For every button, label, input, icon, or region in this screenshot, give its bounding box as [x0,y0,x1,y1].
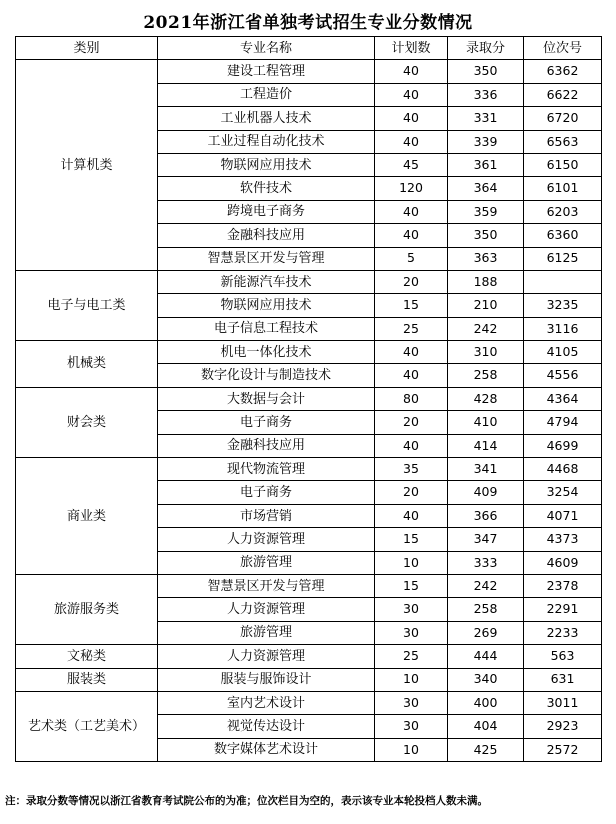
rank-cell: 6125 [524,247,602,270]
rank-cell: 3235 [524,294,602,317]
category-cell: 电子与电工类 [16,270,158,340]
table-row [16,668,602,691]
rank-cell: 6203 [524,200,602,223]
score-cell: 339 [448,130,524,153]
major-cell: 人力资源管理 [158,645,375,668]
header-row [16,37,602,60]
table-row [16,574,602,597]
rank-cell: 4699 [524,434,602,457]
rank-cell: 4071 [524,504,602,527]
table-header [16,37,602,60]
rank-cell: 2572 [524,738,602,761]
score-cell: 347 [448,528,524,551]
page-title: 2021年浙江省单独考试招生专业分数情况 [143,13,473,33]
rank-cell: 6101 [524,177,602,200]
rank-cell: 6622 [524,83,602,106]
category-cell: 商业类 [16,458,158,575]
category-cell: 旅游服务类 [16,574,158,644]
score-cell: 350 [448,60,524,83]
column-header-score: 录取分 [448,37,524,60]
score-cell: 364 [448,177,524,200]
table-row [16,645,602,668]
plan-cell: 10 [375,668,448,691]
major-cell: 物联网应用技术 [158,294,375,317]
rank-cell: 4373 [524,528,602,551]
score-cell: 361 [448,153,524,176]
plan-cell: 15 [375,528,448,551]
rank-cell: 6362 [524,60,602,83]
rank-cell: 4609 [524,551,602,574]
major-cell: 服装与服饰设计 [158,668,375,691]
rank-cell: 3116 [524,317,602,340]
rank-cell: 4556 [524,364,602,387]
rank-cell: 6360 [524,224,602,247]
score-cell: 310 [448,341,524,364]
plan-cell: 10 [375,551,448,574]
score-cell: 410 [448,411,524,434]
major-cell: 数字媒体艺术设计 [158,738,375,761]
score-cell: 331 [448,107,524,130]
major-cell: 数字化设计与制造技术 [158,364,375,387]
plan-cell: 40 [375,364,448,387]
plan-cell: 45 [375,153,448,176]
major-cell: 电子信息工程技术 [158,317,375,340]
major-cell: 旅游管理 [158,621,375,644]
plan-cell: 40 [375,83,448,106]
plan-cell: 35 [375,458,448,481]
major-cell: 新能源汽车技术 [158,270,375,293]
major-cell: 市场营销 [158,504,375,527]
table-body [16,60,602,762]
score-cell: 359 [448,200,524,223]
rank-cell: 6720 [524,107,602,130]
table-row [16,60,602,83]
table-row [16,691,602,714]
plan-cell: 40 [375,60,448,83]
major-cell: 室内艺术设计 [158,691,375,714]
score-cell: 341 [448,458,524,481]
score-cell: 409 [448,481,524,504]
score-cell: 258 [448,364,524,387]
score-cell: 340 [448,668,524,691]
score-cell: 428 [448,387,524,410]
major-cell: 旅游管理 [158,551,375,574]
score-cell: 333 [448,551,524,574]
major-cell: 金融科技应用 [158,224,375,247]
score-cell: 350 [448,224,524,247]
major-cell: 机电一体化技术 [158,341,375,364]
column-header-rank: 位次号 [524,37,602,60]
major-cell: 工业机器人技术 [158,107,375,130]
score-cell: 188 [448,270,524,293]
score-cell: 444 [448,645,524,668]
plan-cell: 15 [375,574,448,597]
plan-cell: 30 [375,691,448,714]
plan-cell: 30 [375,598,448,621]
scores-table [15,36,602,762]
plan-cell: 25 [375,645,448,668]
major-cell: 智慧景区开发与管理 [158,574,375,597]
rank-cell [524,270,602,293]
score-cell: 269 [448,621,524,644]
major-cell: 物联网应用技术 [158,153,375,176]
plan-cell: 30 [375,621,448,644]
table-row [16,341,602,364]
plan-cell: 40 [375,130,448,153]
plan-cell: 25 [375,317,448,340]
major-cell: 工程造价 [158,83,375,106]
category-cell: 服装类 [16,668,158,691]
plan-cell: 40 [375,224,448,247]
score-cell: 366 [448,504,524,527]
major-cell: 建设工程管理 [158,60,375,83]
plan-cell: 15 [375,294,448,317]
plan-cell: 40 [375,341,448,364]
plan-cell: 40 [375,434,448,457]
plan-cell: 10 [375,738,448,761]
score-cell: 363 [448,247,524,270]
major-cell: 软件技术 [158,177,375,200]
plan-cell: 80 [375,387,448,410]
score-cell: 400 [448,691,524,714]
plan-cell: 20 [375,481,448,504]
rank-cell: 4364 [524,387,602,410]
major-cell: 金融科技应用 [158,434,375,457]
rank-cell: 6563 [524,130,602,153]
rank-cell: 2233 [524,621,602,644]
rank-cell: 2291 [524,598,602,621]
score-cell: 404 [448,715,524,738]
major-cell: 跨境电子商务 [158,200,375,223]
category-cell: 机械类 [16,341,158,388]
rank-cell: 4468 [524,458,602,481]
column-header-category: 类别 [16,37,158,60]
major-cell: 视觉传达设计 [158,715,375,738]
column-header-plan: 计划数 [375,37,448,60]
score-cell: 210 [448,294,524,317]
column-header-major: 专业名称 [158,37,375,60]
major-cell: 电子商务 [158,481,375,504]
rank-cell: 631 [524,668,602,691]
major-cell: 工业过程自动化技术 [158,130,375,153]
table-row [16,270,602,293]
category-cell: 财会类 [16,387,158,457]
major-cell: 人力资源管理 [158,528,375,551]
rank-cell: 6150 [524,153,602,176]
rank-cell: 3011 [524,691,602,714]
plan-cell: 120 [375,177,448,200]
plan-cell: 20 [375,270,448,293]
score-cell: 242 [448,317,524,340]
rank-cell: 2378 [524,574,602,597]
rank-cell: 563 [524,645,602,668]
score-cell: 414 [448,434,524,457]
rank-cell: 4794 [524,411,602,434]
plan-cell: 40 [375,200,448,223]
plan-cell: 40 [375,504,448,527]
category-cell: 计算机类 [16,60,158,271]
category-cell: 文秘类 [16,645,158,668]
score-cell: 242 [448,574,524,597]
category-cell: 艺术类（工艺美术） [16,691,158,761]
score-cell: 258 [448,598,524,621]
plan-cell: 5 [375,247,448,270]
major-cell: 大数据与会计 [158,387,375,410]
major-cell: 现代物流管理 [158,458,375,481]
major-cell: 人力资源管理 [158,598,375,621]
rank-cell: 3254 [524,481,602,504]
plan-cell: 20 [375,411,448,434]
table-row [16,387,602,410]
major-cell: 电子商务 [158,411,375,434]
score-cell: 336 [448,83,524,106]
plan-cell: 40 [375,107,448,130]
table-row [16,458,602,481]
footnote: 注：录取分数等情况以浙江省教育考试院公布的为准；位次栏目为空的，表示该专业本轮投档人数未满。 [5,795,488,807]
plan-cell: 30 [375,715,448,738]
score-cell: 425 [448,738,524,761]
major-cell: 智慧景区开发与管理 [158,247,375,270]
rank-cell: 4105 [524,341,602,364]
rank-cell: 2923 [524,715,602,738]
